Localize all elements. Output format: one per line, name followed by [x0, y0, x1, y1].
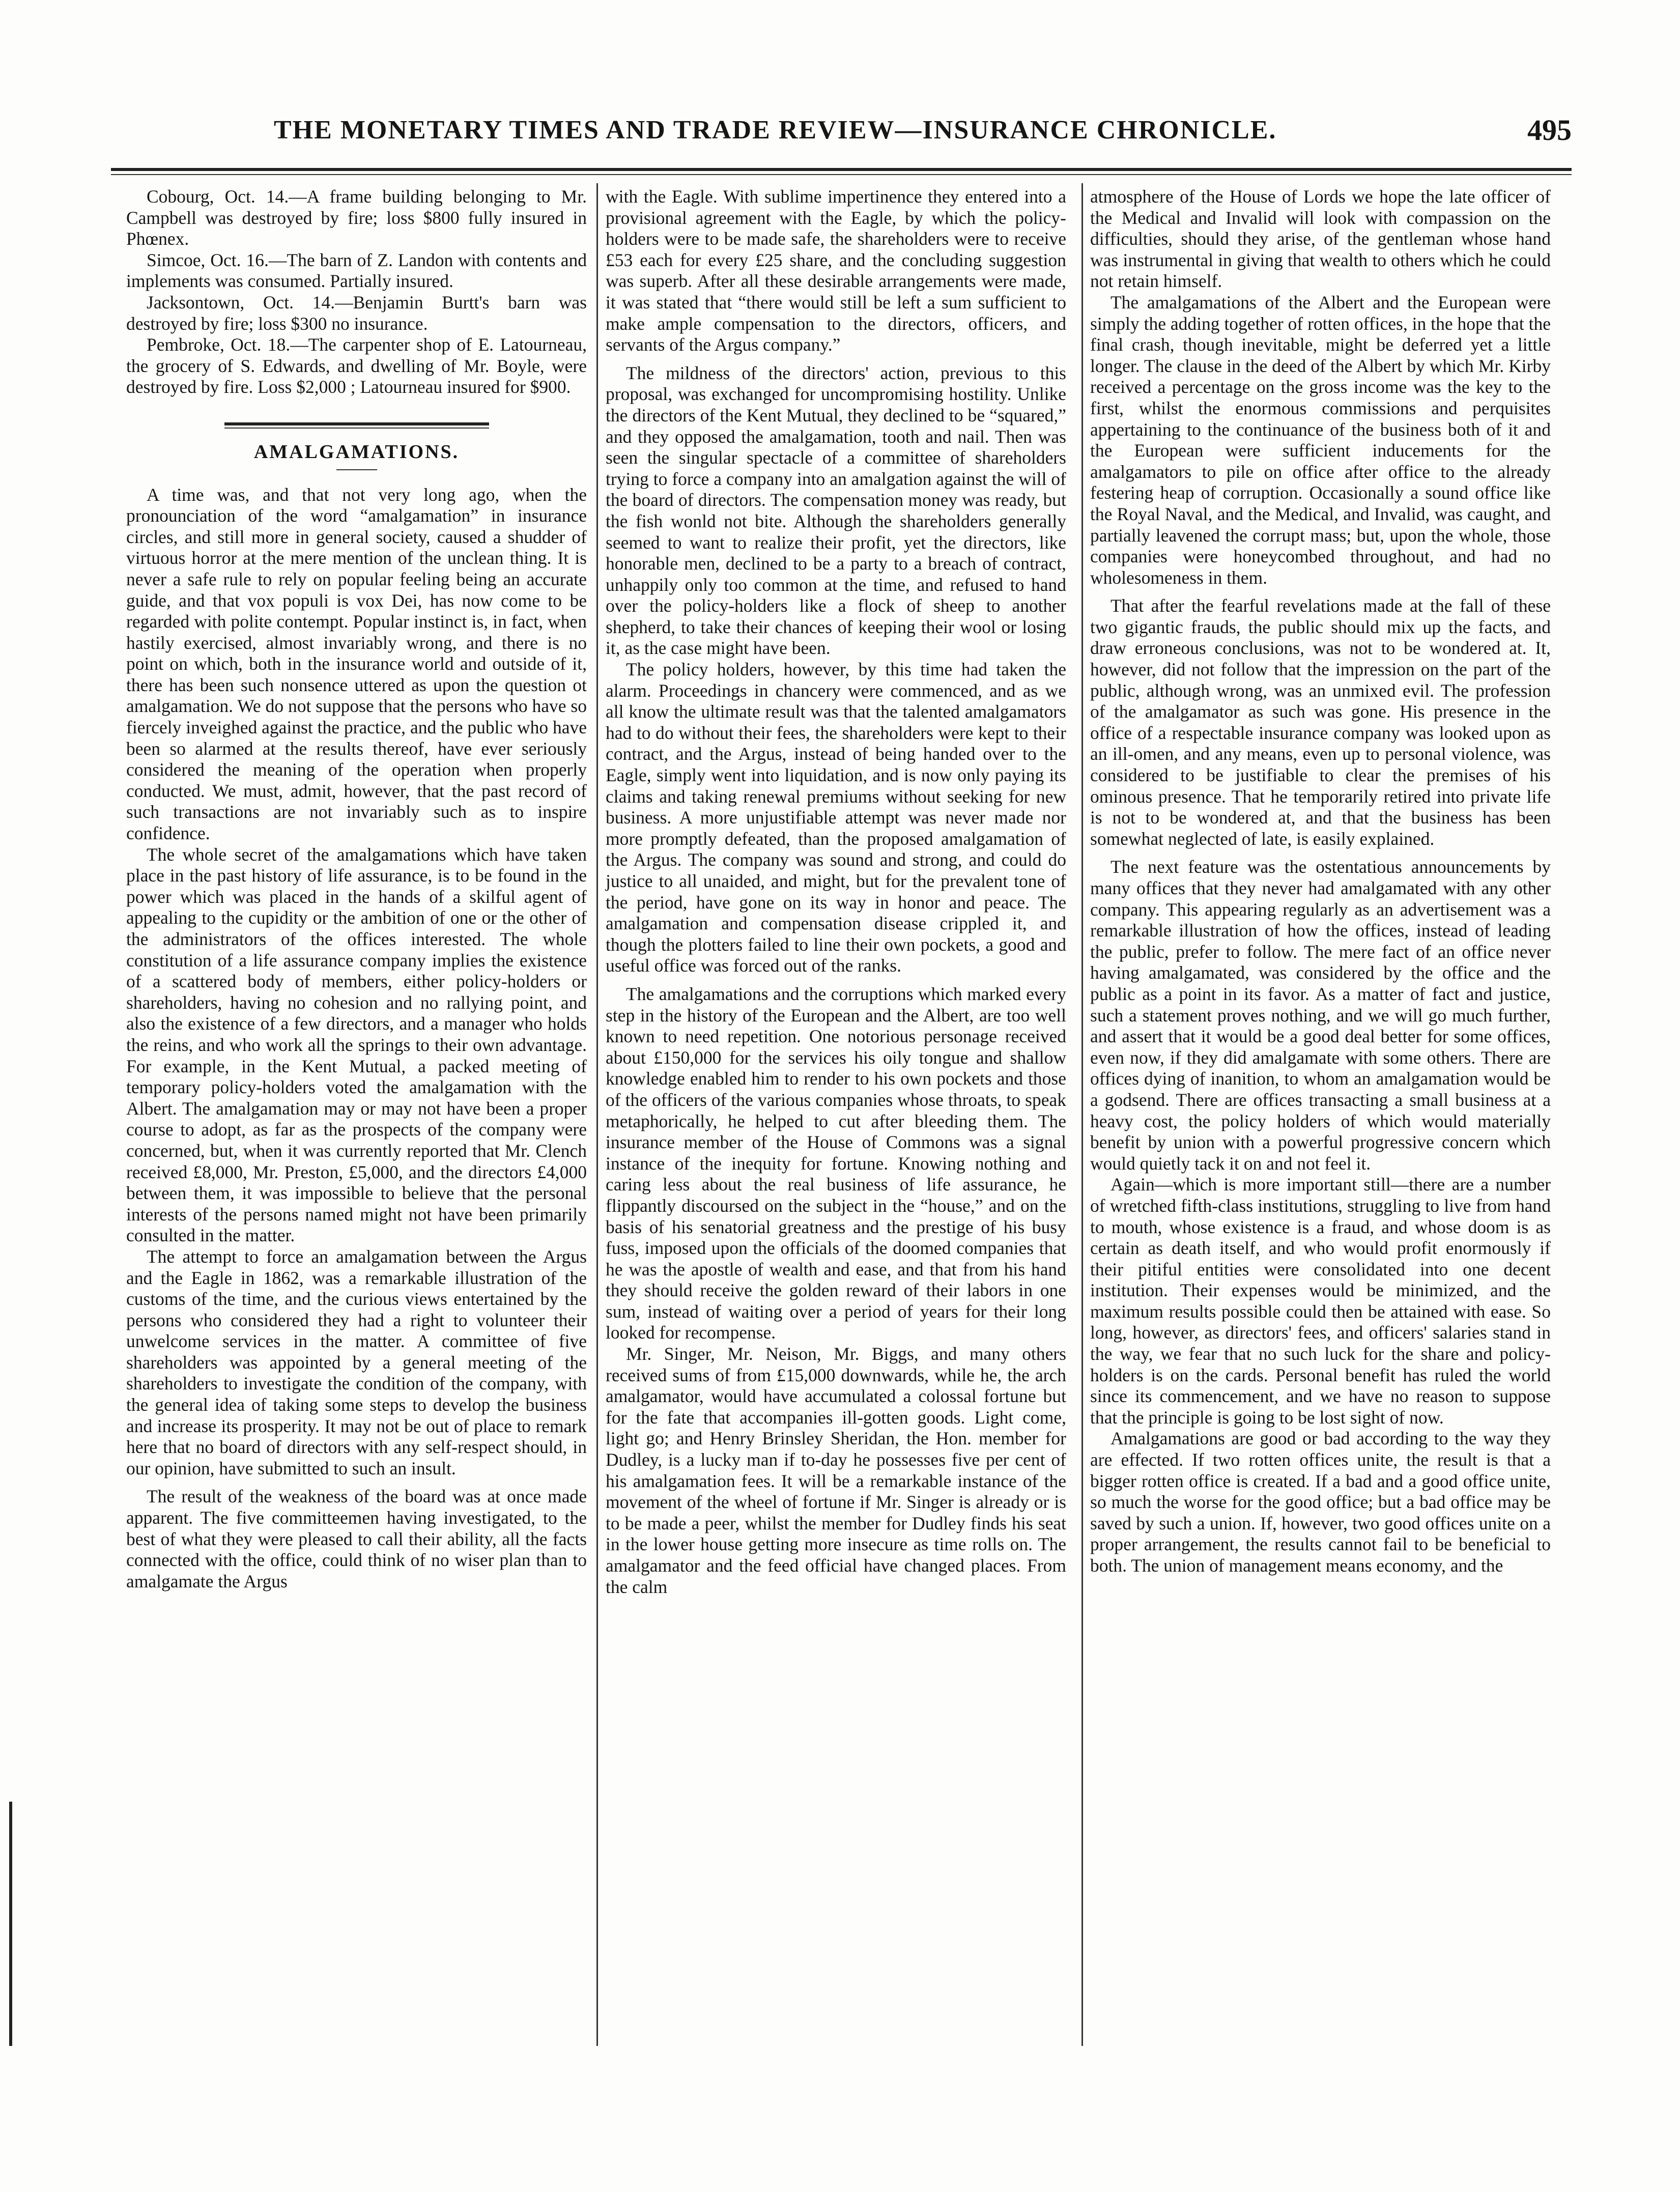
- paragraph-gap: [126, 1479, 587, 1486]
- paragraph-gap: [606, 977, 1066, 984]
- fire-report-jacksontown: Jacksontown, Oct. 14.—Benjamin Burtt's barn was destroyed by fire; loss $300 no insurance.: [126, 292, 587, 334]
- article-paragraph: Mr. Singer, Mr. Neison, Mr. Biggs, and many others received sums of from £15,000 downwards, while he, the arch amalgamator, would have accumulated a colossal fortune but for the fate that accompanies ill-gotten goods. Light come, light go; and Henry Brinsley Sheridan, the Hon. member for Dudley, is a lucky man if to-day he possesses five per cent of his amalgamation fees. It will be a remarkable instance of the movement of the wheel of fortune if Mr. Singer is already or is to be made a peer, whilst the member for Dudley finds his seat in the lower house getting more insecure as time rolls on. The amalgamator and the feed official have changed places. From the calm: [606, 1344, 1066, 1597]
- paragraph-gap: [1090, 588, 1551, 595]
- article-paragraph: The whole secret of the amalgamations which have taken place in the past history of life assurance, is to be found in the power which was placed in the hands of a skilful agent of appealing to the cupidity or the ambition of one or the other of the administrators of the offices interested. The whole constitution of a life assurance company implies the existence of a scattered body of members, either policy-holders or shareholders, having no cohesion and no rallying point, and also the existence of a few directors, and a manager who holds the reins, and who work all the springs to their own advantage. For example, in the Kent Mutual, a packed meeting of temporary policy-holders voted the amalgamation with the Albert. The amalgamation may or may not have been a proper course to adopt, as far as the prospects of the company were concerned, but, when it was currently reported that Mr. Clench received £8,000, Mr. Preston, £5,000, and the directors £4,000 between them, it was impossible to believe that the personal interests of the persons named might not have been primarily consulted in the matter.: [126, 844, 587, 1246]
- article-paragraph: That after the fearful revelations made at the fall of these two gigantic frauds, the public should mix up the facts, and draw erroneous conclusions, was not to be wondered at. It, however, did not follow that the impression on the part of the public, although wrong, was an unmixed evil. The profession of the amalgamator as such was gone. His presence in the office of a respectable insurance company was looked upon as an ill-omen, and any means, even up to personal violence, was considered to be justifiable to clear the premises of his ominous presence. That he temporarily retired into private life is not to be wondered at, and that the business has been somewhat neglected of late, is easily explained.: [1090, 595, 1551, 849]
- column-divider-2: [1081, 183, 1083, 2046]
- article-paragraph: Again—which is more important still—there are a number of wretched fifth-class institutions, struggling to live from hand to mouth, whose existence is a fraud, and whose doom is as certain as death itself, and who would profit enormously if their pitiful entities were consolidated into one decent institution. Their expenses would be minimized, and the maximum results possible could then be attained with ease. So long, however, as directors' fees, and officers' salaries stand in the way, we fear that no such luck for the share and policy-holders is on the cards. Personal benefit has ruled the world since its commencement, and we have no reason to suppose that the principle is going to be lost sight of now.: [1090, 1174, 1551, 1428]
- article-paragraph: The policy holders, however, by this time had taken the alarm. Proceedings in chancery were commenced, and as we all know the ultimate result was that the talented amalgamators had to do without their fees, the shareholders were kept to their contract, and the Argus, instead of being handed over to the Eagle, simply went into liquidation, and is now only paying its claims and taking renewal premiums without seeking for new business. A more unjustifiable attempt was never made nor more promptly defeated, than the proposed amalgamation of the Argus. The company was sound and strong, and could do justice to all unaided, and might, but for the prevalent tone of the period, have gone on its way in honor and peace. The amalgamation and compensation disease crippled it, and though the plotters failed to line their own pockets, a good and useful office was forced out of the ranks.: [606, 659, 1066, 976]
- article-paragraph: atmosphere of the House of Lords we hope the late officer of the Medical and Invalid will look with compassion on the difficulties, should they arise, of the gentleman whose hand was instrumental in giving that wealth to others which he could not retain himself.: [1090, 186, 1551, 292]
- header-rule-thin: [111, 174, 1572, 175]
- page-number: 495: [1527, 113, 1572, 147]
- paragraph-gap: [1090, 849, 1551, 857]
- article-paragraph: A time was, and that not very long ago, when the pronounciation of the word “amalgamation” in insurance circles, and still more in general society, caused a shudder of virtuous horror at the mere mention of the unclean thing. It is never a safe rule to rely on popular feeling being an accurate guide, and that vox populi is vox Dei, has now come to be regarded with polite contempt. Popular instinct is, in fact, when hastily exercised, almost invariably wrong, and there is no point on which, both in the insurance world and outside of it, there has been such nonsence uttered as upon the question ot amalgamation. We do not suppose that the persons who have so fiercely inveighed against the practice, and the public who have been so alarmed at the results thereof, have ever seriously considered the meaning of the operation when properly conducted. We must, admit, however, that the past record of such transactions are not invariably such as to inspire confidence.: [126, 484, 587, 844]
- page-header: [111, 113, 1572, 158]
- article-paragraph: Amalgamations are good or bad according to the way they are effected. If two rotten offices unite, the result is that a bigger rotten office is created. If a bad and a good office unite, so much the worse for the good office; but a bad office may be saved by such a union. If, however, two good offices unite on a proper arrangement, the results cannot fail to be beneficial to both. The union of management means economy, and the: [1090, 1428, 1551, 1576]
- column-divider-1: [596, 183, 598, 2046]
- title-underline: [336, 469, 377, 470]
- article-paragraph: The next feature was the ostentatious announcements by many offices that they never had amalgamated with any other company. This appearing regularly as an advertisement was a remarkable illustration of how the offices, instead of leading the public, prefer to follow. The mere fact of an office never having amalgamated, was considered by the office and the public as a point in its favor. As a matter of fact and justice, such a statement proves nothing, and we will go much further, and assert that it would be a good deal better for some offices, even now, if they did amalgamate with some others. There are offices dying of inanition, to whom an amalgamation would be a godsend. There are offices transacting a small business at a heavy cost, the policy holders of which would materially benefit by union with a powerful progressive concern which would quietly tack it on and not feel it.: [1090, 857, 1551, 1174]
- article-paragraph: The mildness of the directors' action, previous to this proposal, was exchanged for uncompromising hostility. Unlike the directors of the Kent Mutual, they declined to be “squared,” and they opposed the amalgamation, tooth and nail. Then was seen the singular spectacle of a committee of shareholders trying to force a company into an amalgation against the will of the board of directors. The compensation money was ready, but the fish wonld not bite. Although the shareholders generally seemed to want to realize their profit, yet the directors, like honorable men, declined to be a party to a breach of contract, unhappily only too common at the time, and refused to hand over the policy-holders like a flock of sheep to another shepherd, to take their chances of keeping their wool or losing it, as the case might have been.: [606, 362, 1066, 659]
- section-rule-thin: [224, 428, 489, 429]
- column-1: [126, 186, 587, 1592]
- column-2: [606, 186, 1066, 1598]
- margin-mark: [9, 1802, 12, 2046]
- article-paragraph: with the Eagle. With sublime impertinence they entered into a provisional agreement with the Eagle, by which the policy-holders were to be made safe, the shareholders were to receive £53 each for every £25 share, and the concluding suggestion was superb. After all these desirable arrangements were made, it was stated that “there would still be left a sum sufficient to make ample compensation to the directors, officers, and servants of the Argus company.”: [606, 186, 1066, 355]
- article-paragraph: The amalgamations of the Albert and the European were simply the adding together of rotten offices, in the hope that the final crash, though inevitable, might be deferred yet a little longer. The clause in the deed of the Albert by which Mr. Kirby received a percentage on the gross income was the key to the first, whilst the enormous commissions and perquisites appertaining to the continuance of the business both of it and the European were sufficient inducements for the amalgamators to pile on office after office to the already festering heap of corruption. Occasionally a sound office like the Royal Naval, and the Medical, and Invalid, was caught, and partially leavened the corrupt mass; but, upon the whole, those companies were honeycombed throughout, and had no wholesomeness in them.: [1090, 292, 1551, 588]
- running-title: THE MONETARY TIMES AND TRADE REVIEW—INSURANCE CHRONICLE.: [274, 116, 1277, 145]
- section-title: AMALGAMATIONS.: [253, 441, 460, 463]
- column-3: [1090, 186, 1551, 1577]
- fire-report-pembroke: Pembroke, Oct. 18.—The carpenter shop of E. Latourneau, the grocery of S. Edwards, and dwelling of Mr. Boyle, were destroyed by fire. Loss $2,000 ; Latourneau insured for $900.: [126, 334, 587, 397]
- article-paragraph: The amalgamations and the corruptions which marked every step in the history of the European and the Albert, are too well known to need repetition. One notorious personage received about £150,000 for the services his oily tongue and shallow knowledge enabled him to render to his own pockets and those of the officers of the various companies whose throats, to speak metaphorically, he helped to cut after bleeding them. The insurance member of the House of Commons was a signal instance of the inequity for fortune. Knowing nothing and caring less about the real business of life assurance, he flippantly discoursed on the subject in the “house,” and on the basis of his senatorial greatness and the prestige of his busy fuss, imposed upon the officials of the doomed companies that he was the apostle of wealth and ease, and that from his hand they should receive the golden reward of their labors in one sum, instead of waiting over a period of years for their long looked for recompense.: [606, 983, 1066, 1343]
- article-paragraph: The attempt to force an amalgamation between the Argus and the Eagle in 1862, was a remarkable illustration of the customs of the time, and the curious views entertained by the persons who considered they had a right to volunteer their unwelcome services in the matter. A committee of five shareholders was appointed by a general meeting of the shareholders to investigate the condition of the company, with the general idea of taking some steps to develop the business and increase its prosperity. It may not be out of place to remark here that no board of directors with any self-respect should, in our opinion, have submitted to such an insult.: [126, 1246, 587, 1478]
- fire-report-cobourg: Cobourg, Oct. 14.—A frame building belonging to Mr. Campbell was destroyed by fire; loss $800 fully insured in Phœnex.: [126, 186, 587, 249]
- section-rule-thick: [224, 422, 489, 425]
- fire-report-simcoe: Simcoe, Oct. 16.—The barn of Z. Landon with contents and implements was consumed. Partially insured.: [126, 249, 587, 292]
- header-rule-thick: [111, 168, 1572, 171]
- paragraph-gap: [606, 356, 1066, 363]
- article-paragraph: The result of the weakness of the board was at once made apparent. The five committeemen having investigated, to the best of what they were pleased to call their ability, all the facts connected with the office, could think of no wiser plan than to amalgamate the Argus: [126, 1486, 587, 1591]
